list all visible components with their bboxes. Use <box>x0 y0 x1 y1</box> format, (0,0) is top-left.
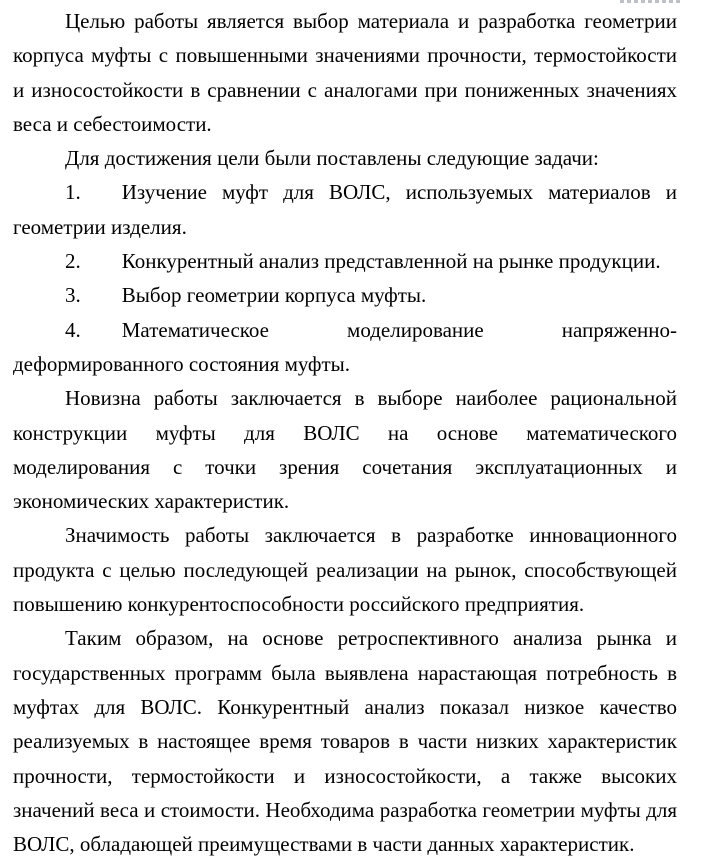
list-item-text: Конкурентный анализ представленной на рынке продукции. <box>121 249 661 274</box>
list-item-text: Математическое моделирование напряженно-деформированного состояния муфты. <box>13 317 677 376</box>
list-item-text: Изучение муфт для ВОЛС, используемых материалов и геометрии изделия. <box>13 180 677 239</box>
list-number: 2. <box>65 249 81 274</box>
list-item-4 <box>13 313 677 382</box>
list-number: 3. <box>65 283 81 308</box>
paragraph-conclusion: Таким образом, на основе ретроспективного анализа рынка и государственных программ была выявлена нарастающая потребность в муфтах для ВОЛС. Конкурентный анализ показал низкое качество реализуемых в настоящее время товаров в части низких характеристик прочности, термостойкости и износостойкости, а также высоких значений веса и стоимости. Необходима разработка геометрии муфты для ВОЛС, обладающей преимуществами в части данных характеристик. <box>13 626 677 857</box>
list-number: 1. <box>65 180 81 205</box>
list-item-3 <box>13 278 677 312</box>
list-item-1 <box>13 175 677 244</box>
paragraph-novelty: Новизна работы заключается в выборе наиболее рациональной конструкции муфты для ВОЛС на основе математического моделирования с точки зрения сочетания эксплуатационных и экономических характеристик. <box>13 386 677 514</box>
list-number: 4. <box>65 317 81 342</box>
list-item-2 <box>13 244 677 278</box>
paragraph-tasks-intro: Для достижения цели были поставлены следующие задачи: <box>65 146 599 171</box>
paragraph-goal: Целью работы является выбор материала и разработка геометрии корпуса муфты с повышенными значениями прочности, термостойкости и износостойкости в сравнении с аналогами при пониженных значениях веса и себестоимости. <box>13 9 677 136</box>
list-item-text: Выбор геометрии корпуса муфты. <box>121 283 427 308</box>
paragraph-significance: Значимость работы заключается в разработке инновационного продукта с целью последующей реализации на рынок, способствующей повышению конкурентоспособности российского предприятия. <box>13 523 677 617</box>
